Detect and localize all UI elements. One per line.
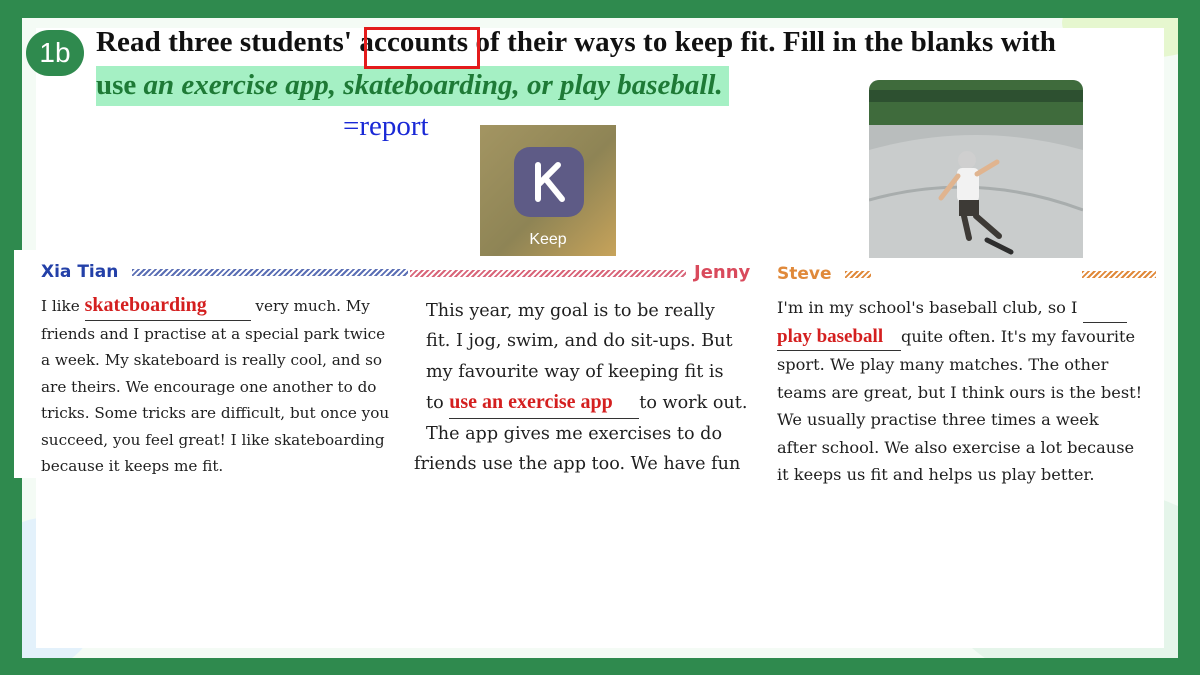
text-line: my favourite way of keeping fit is	[426, 361, 724, 382]
steve-stripe-left	[845, 271, 871, 278]
keep-logo-icon	[514, 147, 584, 217]
exercise-badge: 1b	[26, 30, 84, 76]
text-line: friends use the app too. We have fun	[414, 454, 741, 475]
xia-tian-name: Xia Tian	[41, 262, 119, 282]
highlight-box	[364, 27, 480, 69]
text-segment: very much. My	[255, 297, 370, 315]
steve-account	[777, 294, 1142, 489]
text-line: fit. I jog, swim, and do sit-ups. But	[426, 331, 733, 352]
text-line: it keeps us fit and helps us play better.	[777, 465, 1095, 484]
xia-tian-first-line	[41, 292, 389, 321]
text-segment: I'm in my school's baseball club, so I	[777, 298, 1078, 317]
text-line: succeed, you feel great! I like skateboarding	[41, 430, 385, 449]
text-line: are theirs. We encourage one another to do	[41, 377, 377, 396]
xia-tian-stripe	[132, 269, 408, 276]
text-line: This year, my goal is to be really	[426, 301, 715, 321]
answer-use-an-exercise-app: use an exercise app	[449, 390, 613, 413]
text-line: because it keeps me fit.	[41, 457, 224, 475]
text-line: tricks. Some tricks are difficult, but once you	[41, 404, 390, 422]
steve-stripe-right	[1082, 271, 1156, 278]
steve-name: Steve	[777, 264, 832, 284]
skateboarder-photo	[869, 80, 1083, 275]
steve-blank	[777, 323, 901, 352]
text-line: The app gives me exercises to do	[426, 424, 723, 445]
text-line: sport. We play many matches. The other	[777, 355, 1109, 374]
text-segment: I like	[41, 297, 80, 315]
text-segment: to	[426, 392, 444, 413]
xia-tian-account	[41, 292, 389, 480]
steve-blank-tail	[1083, 294, 1127, 323]
answer-skateboarding: skateboarding	[84, 294, 207, 316]
text-segment: quite often. It's my favourite	[901, 326, 1136, 346]
jenny-account-clip	[408, 292, 756, 478]
text-line: teams are great, but I think ours is the best!	[777, 382, 1143, 402]
text-line: friends and I practise at a special park twice	[41, 324, 386, 343]
jenny-blank	[449, 387, 639, 419]
instruction-line-2	[96, 66, 729, 106]
jenny-stripe	[410, 270, 686, 277]
text-line: after school. We also exercise a lot because	[777, 437, 1135, 457]
keep-app-icon	[480, 125, 616, 256]
jenny-account	[414, 296, 748, 478]
jenny-blank-line	[426, 387, 747, 419]
steve-first-line	[777, 294, 1142, 323]
steve-blank-line	[777, 323, 1142, 352]
text-line: We usually practise three times a week	[777, 410, 1099, 429]
annotation-text: =report	[343, 110, 429, 142]
jenny-name: Jenny	[694, 262, 751, 283]
instruction-word-use: use	[96, 69, 137, 101]
app-label: Keep	[529, 231, 567, 248]
text-line: a week. My skateboard is really cool, and so	[41, 351, 383, 369]
instruction-line-1: Read three students' accounts of their ways to keep fit. Fill in the blanks with	[96, 26, 1056, 58]
instruction-options: an exercise app, skateboarding, or play baseball.	[143, 69, 723, 101]
xia-tian-blank	[85, 292, 251, 321]
text-segment: to work out.	[639, 392, 748, 413]
answer-play-baseball: play baseball	[777, 325, 884, 347]
